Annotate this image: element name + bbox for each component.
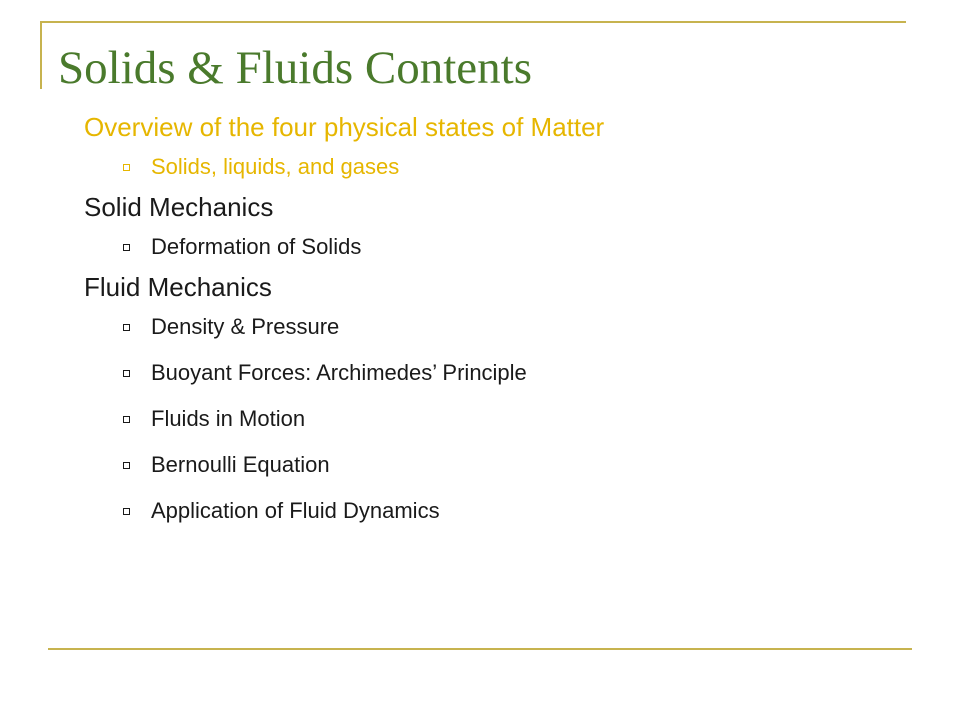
sub-item-label: Fluids in Motion [151,406,306,431]
sub-item [84,304,924,350]
square-bullet-icon [123,164,130,171]
sub-item-label: Density & Pressure [151,314,340,339]
section-states-of-matter [84,110,924,190]
square-bullet-icon [123,244,130,251]
sub-item [84,224,924,270]
sub-list [84,144,924,190]
slide-title: Solids & Fluids Contents [58,42,533,94]
square-bullet-icon [123,508,130,515]
sub-list [84,224,924,270]
section-heading: Fluid Mechanics [84,272,272,302]
frame-top-rule [40,21,906,23]
section-heading: Overview of the four physical states of Matter [84,112,605,142]
slide-content [84,110,924,534]
section-heading: Solid Mechanics [84,192,274,222]
sub-item-label: Bernoulli Equation [151,452,330,477]
sub-item [84,442,924,488]
square-bullet-icon [123,370,130,377]
sub-item-label: Application of Fluid Dynamics [151,498,440,523]
sub-item [84,144,924,190]
sub-item-label: Deformation of Solids [151,234,362,259]
frame-left-rule [40,21,42,89]
sub-item-label: Solids, liquids, and gases [151,154,400,179]
sub-list [84,304,924,534]
section-fluid-mechanics [84,270,924,534]
sub-item [84,488,924,534]
square-bullet-icon [123,462,130,469]
sub-item [84,350,924,396]
section-solid-mechanics [84,190,924,270]
sub-item-label: Buoyant Forces: Archimedes’ Principle [151,360,527,385]
frame-bottom-rule [48,648,912,650]
sub-item [84,396,924,442]
square-bullet-icon [123,324,130,331]
square-bullet-icon [123,416,130,423]
